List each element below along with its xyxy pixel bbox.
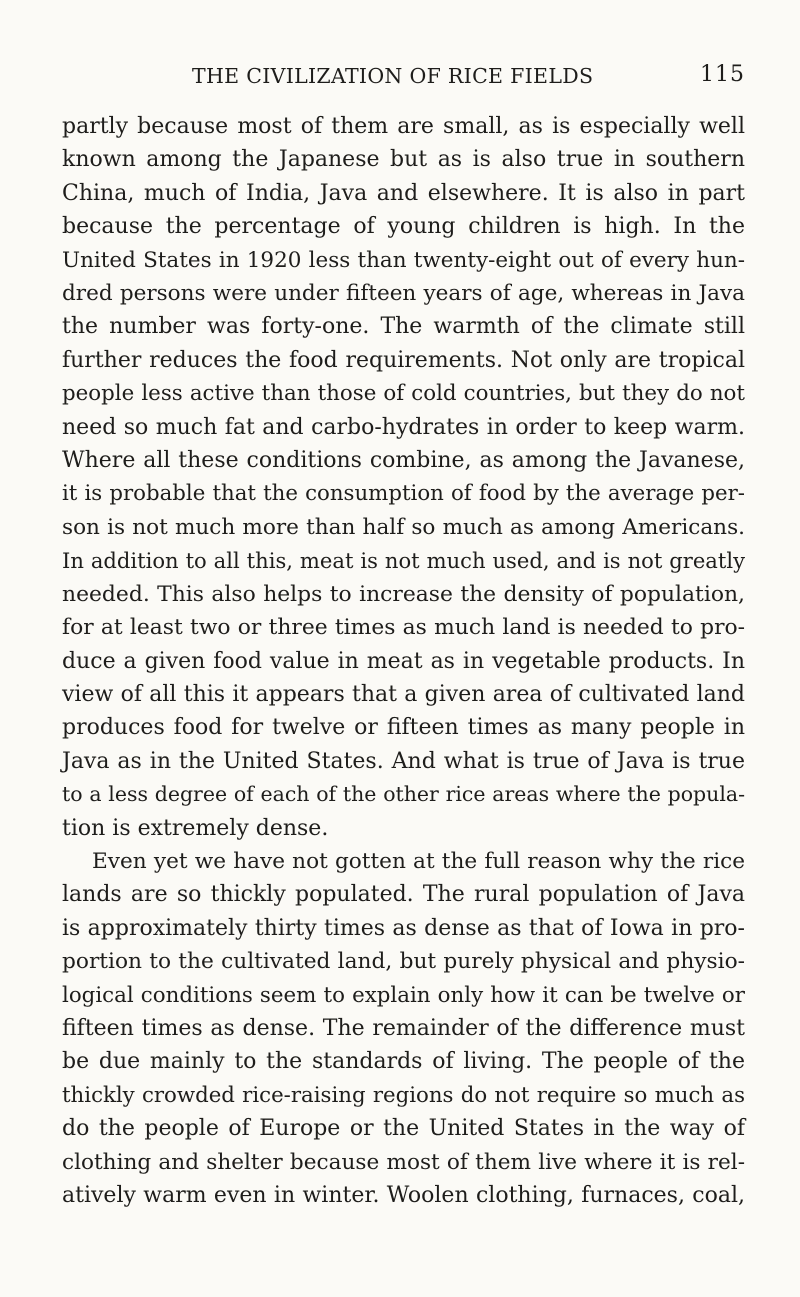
text-line: be due mainly to the standards of living. The people of the [62,1049,745,1075]
text-line: tion is extremely dense. [62,815,329,841]
paragraph-1 [62,110,745,845]
text-line: the number was forty-one. The warmth of the climate still [62,314,745,340]
text-line: produces food for twelve or fifteen times as many people in [62,715,745,741]
text-line: United States in 1920 less than twenty-eight out of every hun- [62,247,745,273]
running-head [62,62,745,98]
text-line: people less active than those of cold countries, but they do not [62,381,745,407]
text-line: for at least two or three times as much land is needed to pro- [62,615,745,641]
text-line: to a less degree of each of the other rice areas where the popula- [62,782,745,807]
book-page [62,62,745,1212]
text-line: Even yet we have not gotten at the full reason why the rice [92,848,745,874]
text-line: Java as in the United States. And what is true of Java is true [62,748,745,774]
paragraph-2 [62,845,745,1212]
text-line: portion to the cultivated land, but purely physical and physio- [62,949,745,975]
text-line: duce a given food value in meat as in vegetable products. In [62,648,745,674]
text-line: Where all these conditions combine, as among the Javanese, [62,448,745,474]
text-line: atively warm even in winter. Woolen clothing, furnaces, coal, [62,1183,745,1208]
text-line: known among the Japanese but as is also true in southern [62,147,745,173]
text-line: do the people of Europe or the United States in the way of [62,1116,745,1142]
text-line: needed. This also helps to increase the density of population, [62,581,745,607]
running-title: THE CIVILIZATION OF RICE FIELDS [192,64,594,88]
body-text [62,110,745,1212]
text-line: thickly crowded rice-raising regions do not require so much as [62,1082,745,1108]
text-line: son is not much more than half so much as among Americans. [62,514,745,540]
text-line: dred persons were under fifteen years of age, whereas in Java [62,281,745,307]
text-line: lands are so thickly populated. The rural population of Java [62,882,745,908]
text-line: because the percentage of young children is high. In the [62,214,745,240]
text-line: partly because most of them are small, as is especially well [62,114,745,139]
text-line: further reduces the food requirements. Not only are tropical [62,347,745,373]
text-line: is approximately thirty times as dense as that of Iowa in pro- [62,915,745,941]
text-line: need so much fat and carbo-hydrates in order to keep warm. [62,414,745,440]
page-number: 115 [700,62,745,87]
text-line: it is probable that the consumption of food by the average per- [62,481,745,507]
text-line: view of all this it appears that a given area of cultivated land [62,681,745,707]
text-line: In addition to all this, meat is not much used, and is not greatly [62,548,745,574]
text-line: logical conditions seem to explain only how it can be twelve or [62,982,745,1008]
text-line: China, much of India, Java and elsewhere. It is also in part [62,180,745,206]
text-line: fifteen times as dense. The remainder of the difference must [62,1015,745,1041]
text-line: clothing and shelter because most of them live where it is rel- [62,1149,745,1175]
